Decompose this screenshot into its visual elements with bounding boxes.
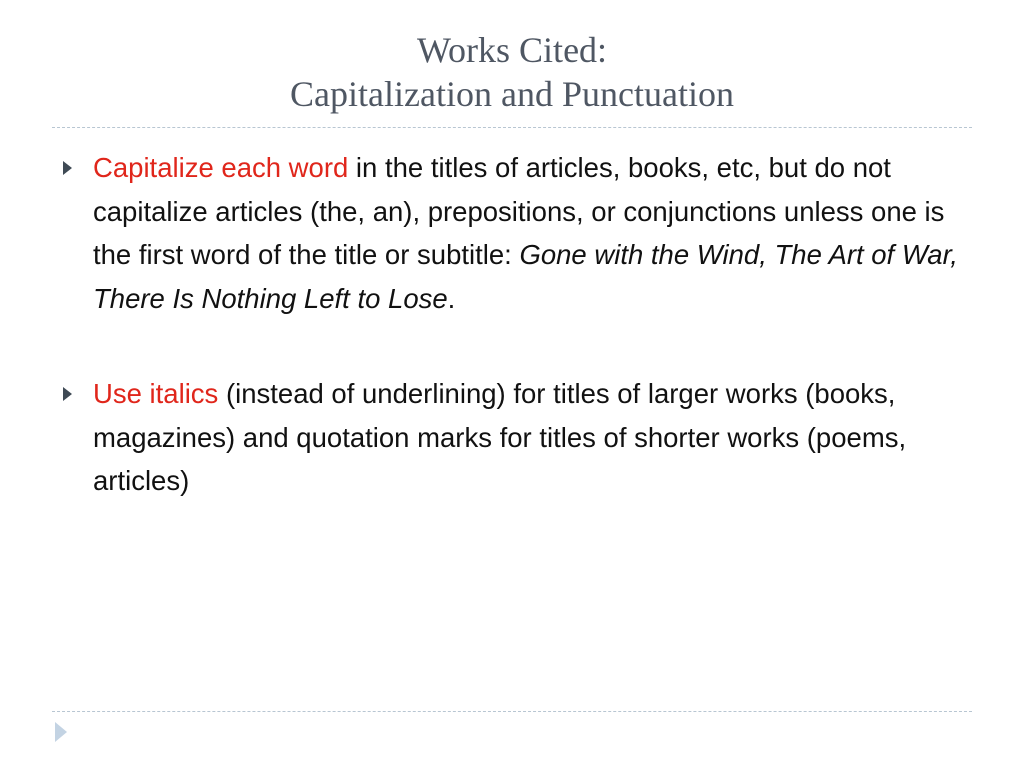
bullet-highlight: Capitalize each word — [93, 152, 349, 183]
triangle-bullet-icon — [63, 161, 72, 175]
slide-body — [58, 146, 958, 503]
slide-title-line-2: Capitalization and Punctuation — [290, 74, 734, 114]
bullet-title-examples: Gone with the Wind, The Art of War, There Is Nothing Left to Lose — [93, 239, 958, 314]
bullet-end-punctuation: . — [447, 282, 456, 314]
bullet-item-capitalize — [58, 146, 958, 320]
bottom-divider — [52, 711, 972, 712]
slide-title — [0, 28, 1024, 116]
top-divider — [52, 127, 972, 128]
bullet-highlight: Use italics — [93, 378, 219, 409]
bullet-text: in the titles of articles, books, etc, but do not capitalize articles (the, an), prepositions, or conjunctions unless one is the first word of the title or subtitle: — [93, 152, 945, 270]
bullet-text: (instead of underlining) for titles of larger works (books, magazines) and quotation marks for titles of shorter works (poems, articles) — [93, 378, 907, 496]
bullet-item-italics — [58, 372, 958, 503]
triangle-bullet-icon — [63, 387, 72, 401]
next-slide-arrow-icon[interactable] — [55, 722, 67, 742]
slide-title-line-1: Works Cited: — [416, 30, 608, 70]
